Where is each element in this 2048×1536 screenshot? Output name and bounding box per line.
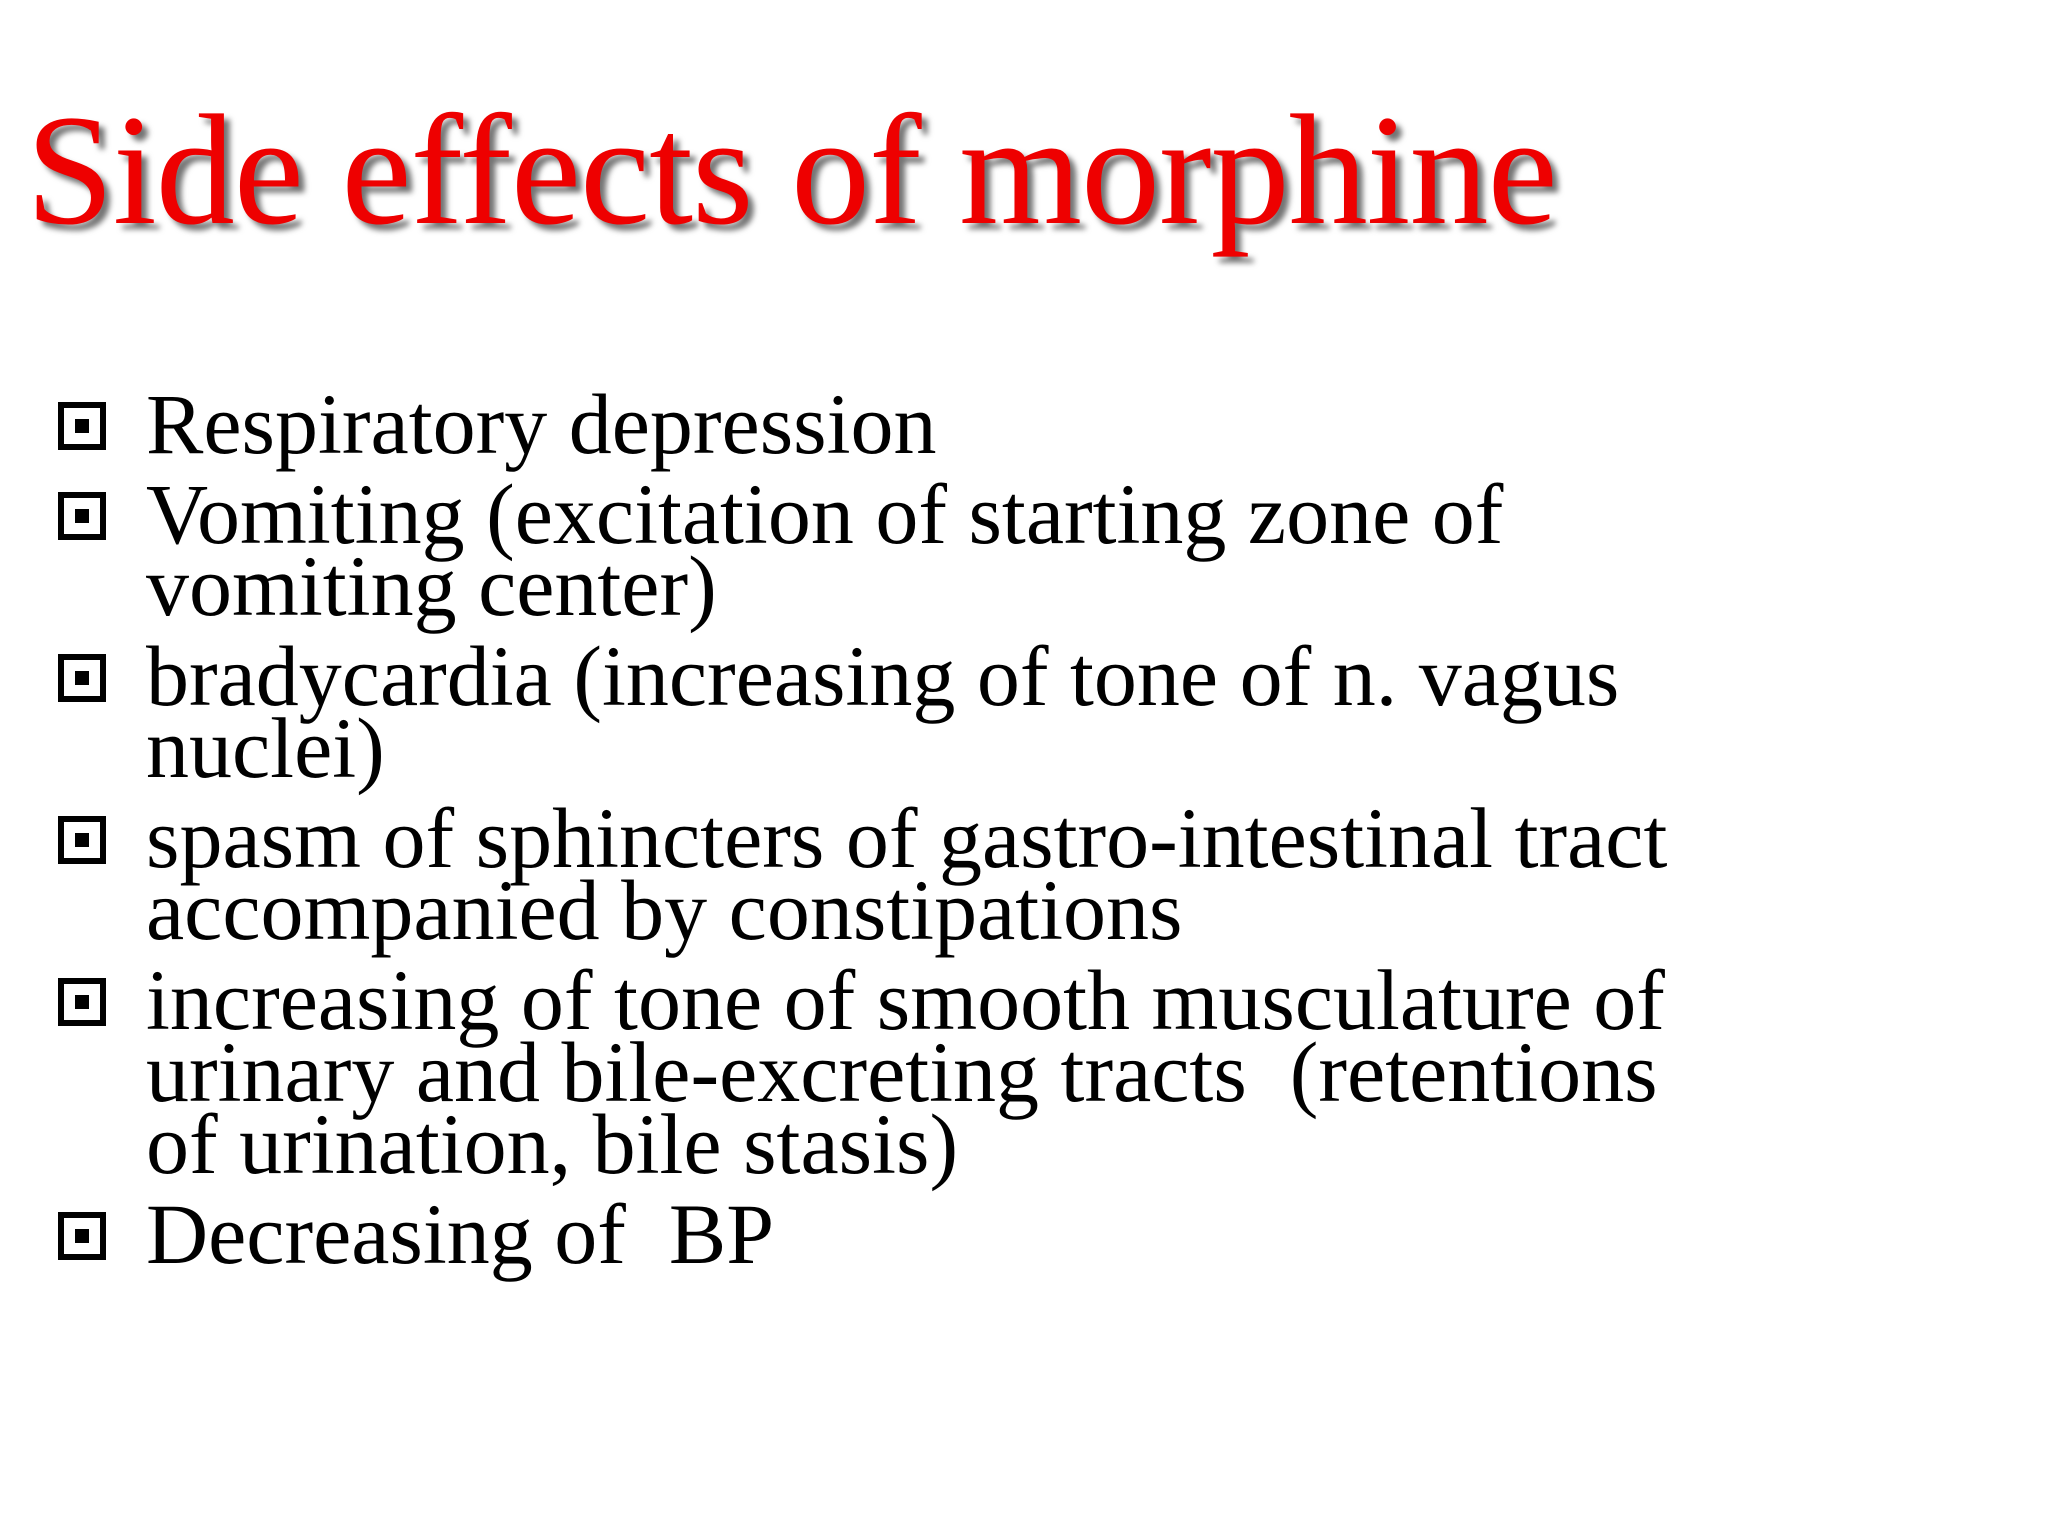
bullet-list	[58, 376, 1698, 1288]
bullet-text: increasing of tone of smooth musculature of urinary and bile-excreting tracts (retentions of urination, bile stasis)	[146, 952, 1687, 1192]
bullet-item	[58, 1186, 1698, 1282]
boxed-square-bullet-icon	[58, 654, 106, 702]
boxed-square-bullet-icon	[58, 492, 106, 540]
bullet-item	[58, 952, 1698, 1192]
bullet-item	[58, 466, 1698, 634]
boxed-square-bullet-icon	[58, 1212, 106, 1260]
bullet-item	[58, 628, 1698, 796]
bullet-item	[58, 790, 1698, 958]
boxed-square-bullet-icon	[58, 816, 106, 864]
bullet-text: Respiratory depression	[146, 376, 937, 472]
boxed-square-bullet-icon	[58, 402, 106, 450]
slide-title: Side effects of morphine	[26, 83, 1557, 258]
bullet-text: bradycardia (increasing of tone of n. vagus nuclei)	[146, 628, 1641, 796]
bullet-text: spasm of sphincters of gastro-intestinal tract accompanied by constipations	[146, 790, 1689, 958]
bullet-item	[58, 376, 1698, 472]
bullet-text: Decreasing of BP	[146, 1186, 775, 1282]
boxed-square-bullet-icon	[58, 978, 106, 1026]
bullet-text: Vomiting (excitation of starting zone of vomiting center)	[146, 466, 1525, 634]
